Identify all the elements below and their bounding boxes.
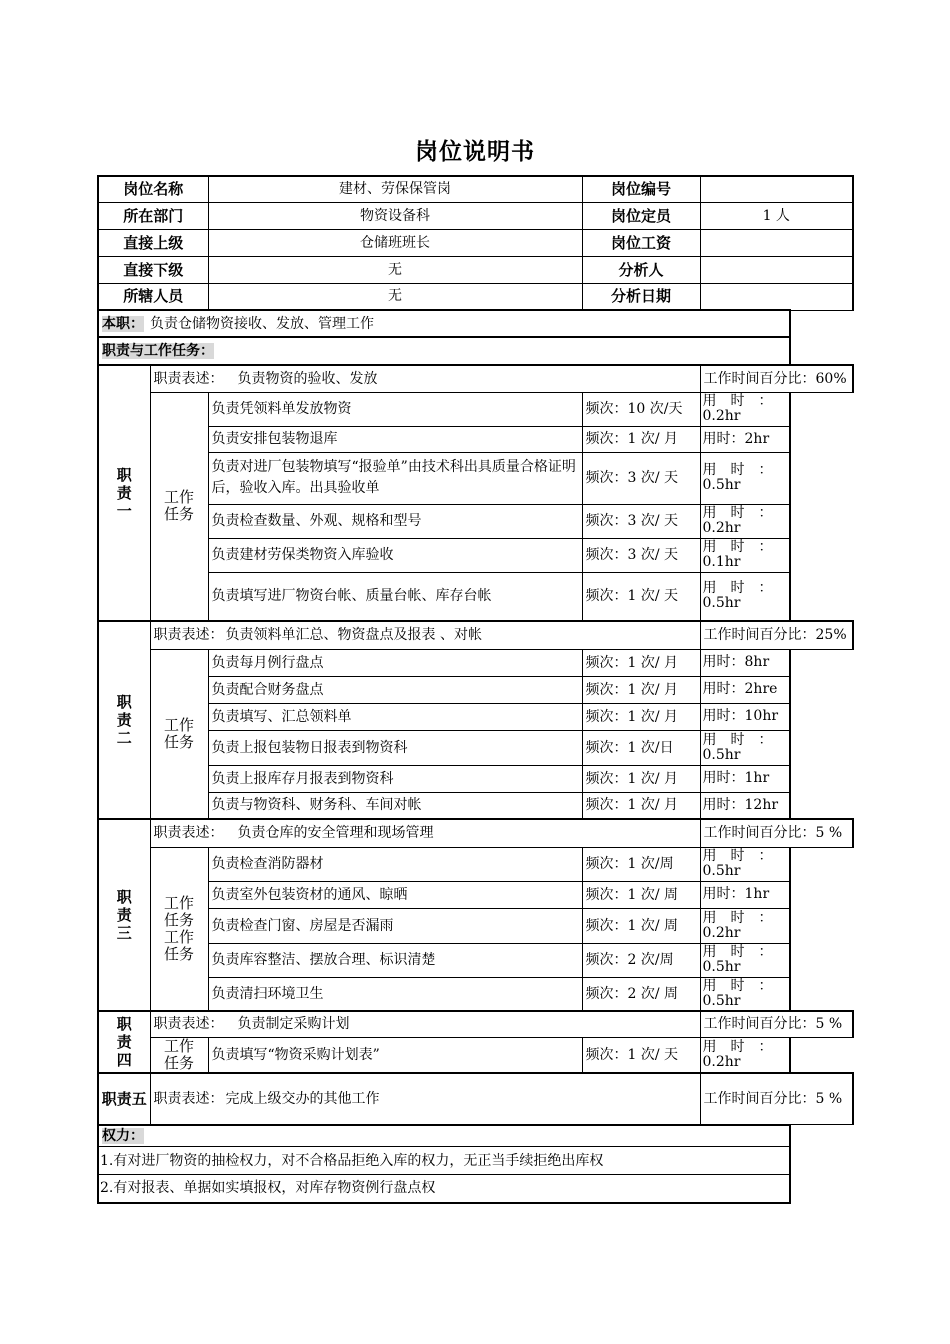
task-text: 负责检查消防器材 bbox=[208, 847, 582, 881]
field-label: 岗位定员 bbox=[582, 202, 700, 229]
task-frequency: 频次：2 次/周 bbox=[582, 943, 700, 977]
table-row bbox=[98, 621, 853, 649]
table-row bbox=[98, 426, 853, 452]
task-time-value: 0.5hr bbox=[702, 959, 741, 975]
task-frequency: 频次：1 次/ 月 bbox=[582, 676, 700, 703]
quanli-item: 2.有对报表、单据如实填报权，对库存物资例行盘点权 bbox=[98, 1175, 790, 1203]
task-time bbox=[700, 881, 790, 908]
task-time-value: 0.2hr bbox=[702, 408, 741, 424]
task-time bbox=[700, 392, 790, 426]
task-text: 负责检查门窗、房屋是否漏雨 bbox=[208, 908, 582, 943]
work-time-percent: 工作时间百分比：5 % bbox=[700, 1011, 853, 1037]
duty-description bbox=[150, 1011, 700, 1037]
task-time bbox=[700, 908, 790, 943]
task-time-label: 用 时 ： bbox=[702, 580, 773, 597]
page-title: 岗位说明书 bbox=[415, 139, 535, 165]
task-frequency: 频次：1 次/ 月 bbox=[582, 765, 700, 792]
field-value: 1 人 bbox=[700, 202, 853, 229]
task-time bbox=[700, 504, 790, 538]
field-value: 无 bbox=[208, 256, 582, 283]
duty-description-text: 完成上级交办的其他工作 bbox=[225, 1090, 380, 1107]
task-time-label: 用时：10hr bbox=[702, 708, 779, 724]
field-value bbox=[700, 256, 853, 283]
task-time bbox=[700, 426, 790, 452]
task-time-value: 0.2hr bbox=[702, 1053, 741, 1070]
task-time-label: 用 时 ： bbox=[702, 1038, 773, 1055]
task-group-label: 工作任务 bbox=[150, 649, 208, 819]
duty-description-label: 职责表述： bbox=[153, 1090, 224, 1107]
table-row bbox=[98, 1175, 853, 1203]
task-frequency: 频次：1 次/ 周 bbox=[582, 908, 700, 943]
table-row bbox=[98, 881, 853, 908]
table-row bbox=[98, 792, 853, 819]
task-time-value: 0.1hr bbox=[702, 554, 741, 570]
field-value: 无 bbox=[208, 283, 582, 310]
task-time bbox=[700, 538, 790, 572]
table-row bbox=[98, 943, 853, 977]
table-row bbox=[98, 337, 853, 365]
table-row bbox=[98, 819, 853, 847]
task-time-value: 0.5hr bbox=[702, 595, 741, 612]
duty-description bbox=[150, 365, 700, 392]
quanli-item: 1.有对进厂物资的抽检权力，对不合格品拒绝入库的权力，无正当手续拒绝出库权 bbox=[98, 1147, 790, 1175]
task-time-label: 用时：2hre bbox=[702, 681, 778, 697]
task-time-value: 0.5hr bbox=[702, 863, 741, 879]
field-label: 分析日期 bbox=[582, 283, 700, 310]
table-row bbox=[98, 176, 853, 202]
duty-description-label: 职责表述： bbox=[153, 825, 224, 842]
field-value bbox=[700, 283, 853, 310]
duty-description-text: 负责物资的验收、发放 bbox=[237, 370, 378, 387]
work-time-percent: 工作时间百分比：25% bbox=[700, 621, 853, 649]
table-row bbox=[98, 765, 853, 792]
task-frequency: 频次：1 次/ 月 bbox=[582, 792, 700, 819]
task-text: 负责清扫环境卫生 bbox=[208, 977, 582, 1011]
benzhi-text: 负责仓储物资接收、发放、管理工作 bbox=[150, 315, 374, 332]
task-time-label: 用时：8hr bbox=[702, 654, 770, 670]
task-text: 负责填写、汇总领料单 bbox=[208, 703, 582, 730]
table-row bbox=[98, 310, 853, 337]
task-time bbox=[700, 977, 790, 1011]
task-text: 负责上报包装物日报表到物资科 bbox=[208, 730, 582, 765]
task-time-label: 用 时 ： bbox=[702, 909, 773, 926]
task-time-label: 用 时 ： bbox=[702, 848, 773, 864]
duty-description-text: 负责领料单汇总、物资盘点及报表 、对帐 bbox=[225, 627, 482, 644]
table-row bbox=[98, 365, 853, 392]
table-row bbox=[98, 538, 853, 572]
table-row bbox=[98, 392, 853, 426]
table-row bbox=[98, 1073, 853, 1125]
task-time-value: 0.5hr bbox=[702, 992, 741, 1009]
task-text: 负责凭领料单发放物资 bbox=[208, 392, 582, 426]
task-time-label: 用时：12hr bbox=[702, 796, 779, 813]
duty-label: 职责三 bbox=[98, 819, 150, 1011]
work-time-percent: 工作时间百分比：5 % bbox=[700, 819, 853, 847]
table-row bbox=[98, 283, 853, 310]
table-row bbox=[98, 1011, 853, 1037]
field-label: 岗位工资 bbox=[582, 229, 700, 256]
task-frequency: 频次：1 次/ 天 bbox=[582, 1037, 700, 1073]
task-time bbox=[700, 765, 790, 792]
task-time bbox=[700, 1037, 790, 1073]
task-time-label: 用 时 ： bbox=[702, 393, 773, 409]
table-row bbox=[98, 703, 853, 730]
table-row bbox=[98, 504, 853, 538]
table-row bbox=[98, 649, 853, 676]
task-text: 负责安排包装物退库 bbox=[208, 426, 582, 452]
task-time-value: 0.2hr bbox=[702, 520, 741, 536]
task-group-label: 工作任务 bbox=[150, 1037, 208, 1073]
field-value bbox=[700, 229, 853, 256]
field-label: 所在部门 bbox=[98, 202, 208, 229]
quanli-heading bbox=[98, 1125, 790, 1147]
duty-description-text: 负责制定采购计划 bbox=[237, 1016, 350, 1033]
duty-label: 职责一 bbox=[98, 365, 150, 621]
task-frequency: 频次：1 次/ 周 bbox=[582, 881, 700, 908]
task-frequency: 频次：1 次/日 bbox=[582, 730, 700, 765]
task-frequency: 频次：1 次/ 天 bbox=[582, 572, 700, 621]
task-time bbox=[700, 676, 790, 703]
task-time bbox=[700, 452, 790, 504]
field-value: 物资设备科 bbox=[208, 202, 582, 229]
task-time-label: 用 时 ： bbox=[702, 977, 773, 994]
table-row bbox=[98, 730, 853, 765]
work-time-percent: 工作时间百分比：5 % bbox=[700, 1073, 853, 1125]
task-time bbox=[700, 649, 790, 676]
task-frequency: 频次：3 次/ 天 bbox=[582, 538, 700, 572]
table-row bbox=[98, 847, 853, 881]
table-row bbox=[98, 1037, 853, 1073]
task-frequency: 频次：10 次/天 bbox=[582, 392, 700, 426]
field-label: 直接下级 bbox=[98, 256, 208, 283]
task-text: 负责与物资科、财务科、车间对帐 bbox=[208, 792, 582, 819]
table-row bbox=[98, 1147, 853, 1175]
task-time bbox=[700, 703, 790, 730]
task-time-label: 用时：2hr bbox=[702, 430, 770, 447]
field-value bbox=[700, 176, 853, 202]
task-group-label: 工作任务 bbox=[150, 392, 208, 621]
task-frequency: 频次：1 次/ 月 bbox=[582, 649, 700, 676]
benzhi-label: 本职： bbox=[102, 315, 144, 332]
duty-description-label: 职责表述： bbox=[153, 370, 224, 387]
table-row bbox=[98, 908, 853, 943]
field-label: 直接上级 bbox=[98, 229, 208, 256]
task-time-value: 0.5hr bbox=[702, 477, 741, 493]
field-label: 所辖人员 bbox=[98, 283, 208, 310]
duty-description-text: 负责仓库的安全管理和现场管理 bbox=[237, 825, 434, 842]
task-time-label: 用 时 ： bbox=[702, 462, 773, 478]
task-frequency: 频次：1 次/周 bbox=[582, 847, 700, 881]
duties-heading bbox=[98, 337, 790, 365]
task-text: 负责填写“物资采购计划表” bbox=[208, 1037, 582, 1073]
task-text: 负责上报库存月报表到物资科 bbox=[208, 765, 582, 792]
duty-label: 职责二 bbox=[98, 621, 150, 819]
task-text: 负责室外包装资材的通风、晾晒 bbox=[208, 881, 582, 908]
duties-label: 职责与工作任务： bbox=[102, 343, 214, 359]
task-time-label: 用时：1hr bbox=[702, 886, 770, 902]
task-time bbox=[700, 943, 790, 977]
task-time-value: 0.5hr bbox=[702, 746, 741, 763]
field-value: 建材、劳保保管岗 bbox=[208, 176, 582, 202]
task-time bbox=[700, 730, 790, 765]
table-row bbox=[98, 572, 853, 621]
task-time-label: 用时：1hr bbox=[702, 770, 770, 786]
task-time-label: 用 时 ： bbox=[702, 944, 773, 960]
field-label: 岗位名称 bbox=[98, 176, 208, 202]
task-time bbox=[700, 847, 790, 881]
field-label: 分析人 bbox=[582, 256, 700, 283]
table-row bbox=[98, 256, 853, 283]
table-row bbox=[98, 229, 853, 256]
task-frequency: 频次：3 次/ 天 bbox=[582, 504, 700, 538]
task-time-label: 用 时 ： bbox=[702, 539, 773, 555]
task-time-label: 用 时 ： bbox=[702, 505, 773, 521]
task-time-label: 用 时 ： bbox=[702, 731, 773, 748]
task-frequency: 频次：1 次/ 月 bbox=[582, 703, 700, 730]
table-row bbox=[98, 676, 853, 703]
field-label: 岗位编号 bbox=[582, 176, 700, 202]
duty-description bbox=[150, 621, 700, 649]
task-frequency: 频次：1 次/ 月 bbox=[582, 426, 700, 452]
task-time bbox=[700, 792, 790, 819]
task-text: 负责库容整洁、摆放合理、标识清楚 bbox=[208, 943, 582, 977]
duty-description bbox=[150, 1073, 700, 1125]
quanli-label: 权力： bbox=[102, 1127, 144, 1144]
task-time bbox=[700, 572, 790, 621]
task-time-value: 0.2hr bbox=[702, 924, 741, 941]
table-row bbox=[98, 1125, 853, 1147]
task-frequency: 频次：3 次/ 天 bbox=[582, 452, 700, 504]
duty-description-label: 职责表述： bbox=[153, 627, 224, 644]
task-text: 负责建材劳保类物资入库验收 bbox=[208, 538, 582, 572]
duty-label: 职责五 bbox=[98, 1073, 150, 1125]
task-text: 负责对进厂包装物填写“报验单”由技术科出具质量合格证明后，验收入库。出具验收单 bbox=[208, 452, 582, 504]
duty-description bbox=[150, 819, 700, 847]
table-row bbox=[98, 977, 853, 1011]
task-text: 负责配合财务盘点 bbox=[208, 676, 582, 703]
duty-label: 职责四 bbox=[98, 1011, 150, 1073]
task-group-label: 工作任务工作任务 bbox=[150, 847, 208, 1011]
task-text: 负责检查数量、外观、规格和型号 bbox=[208, 504, 582, 538]
field-value: 仓储班班长 bbox=[208, 229, 582, 256]
work-time-percent: 工作时间百分比：60% bbox=[700, 365, 853, 392]
table-row bbox=[98, 452, 853, 504]
benzhi-row bbox=[98, 310, 790, 337]
task-text: 负责填写进厂物资台帐、质量台帐、库存台帐 bbox=[208, 572, 582, 621]
table-row bbox=[98, 202, 853, 229]
job-description-table bbox=[97, 175, 854, 1204]
task-frequency: 频次：2 次/ 周 bbox=[582, 977, 700, 1011]
task-text: 负责每月例行盘点 bbox=[208, 649, 582, 676]
duty-description-label: 职责表述： bbox=[153, 1016, 224, 1033]
